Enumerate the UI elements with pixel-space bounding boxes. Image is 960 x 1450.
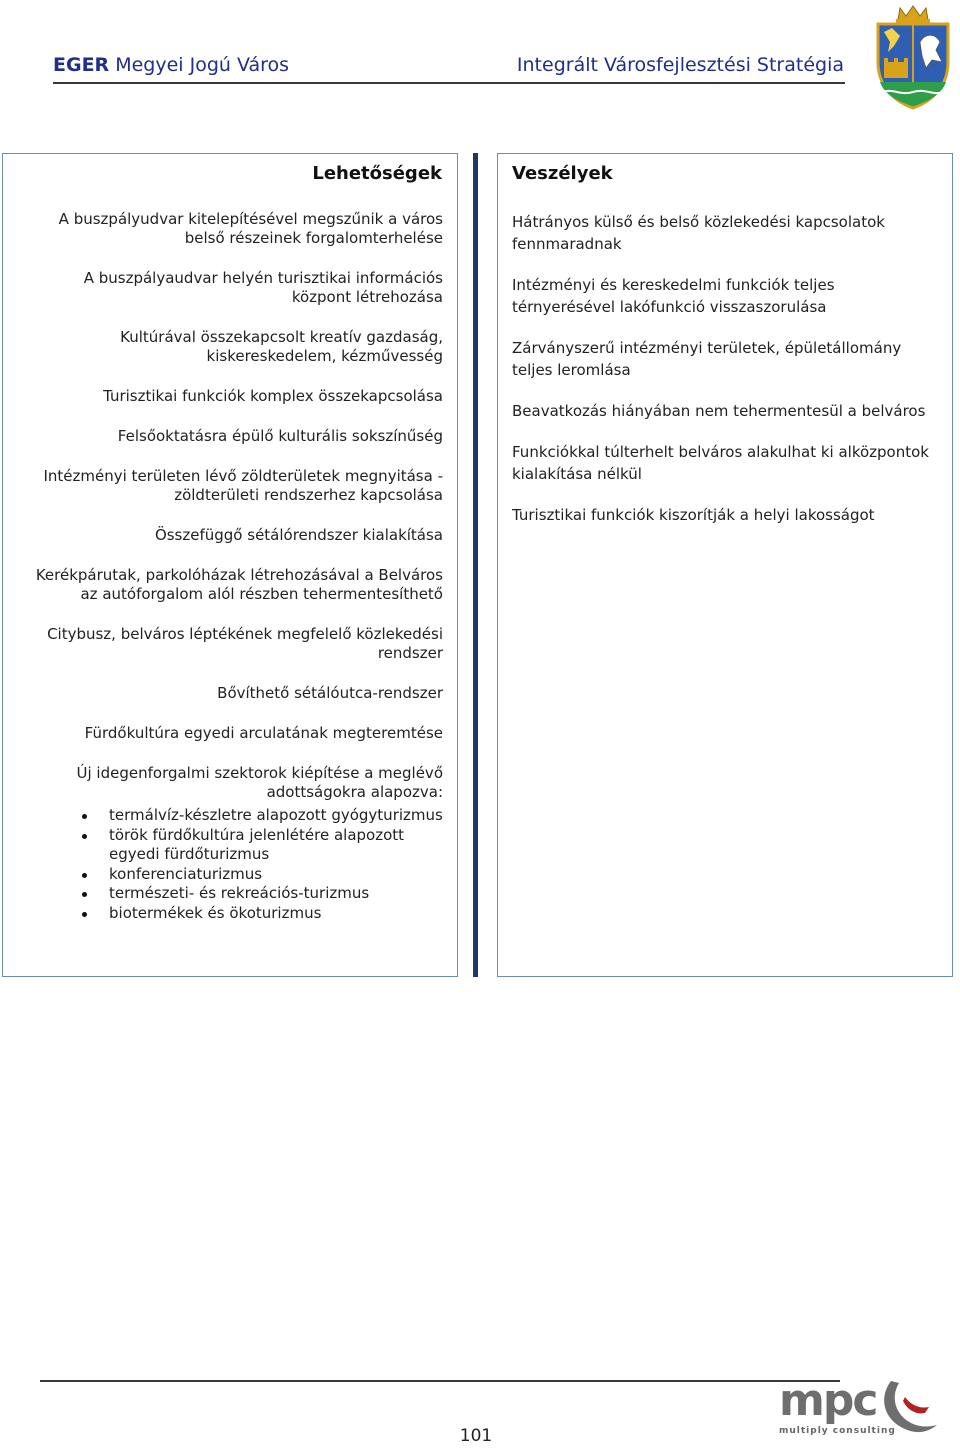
- opportunity-item-with-list: [20, 764, 443, 923]
- opportunity-item: Kerékpárutak, parkolóházak létrehozásával a Belváros az autóforgalom alól részben tehermentesíthető: [35, 566, 443, 603]
- opportunity-item: A buszpályudvar kitelepítésével megszűnik a város belső részeinek forgalomterhelése: [58, 210, 443, 247]
- opportunity-bullet-list: [20, 806, 443, 923]
- opportunity-item: Kultúrával összekapcsolt kreatív gazdaság, kiskereskedelem, kézművesség: [120, 328, 443, 365]
- header-city-name: [53, 54, 289, 76]
- logo-tagline: multiply consulting: [779, 1426, 896, 1436]
- bullet-item: természeti- és rekreációs-turizmus: [20, 884, 443, 904]
- header-city-strong: EGER: [53, 54, 110, 76]
- bullet-item: termálvíz-készletre alapozott gyógyturizmus: [20, 806, 443, 826]
- page-number: 101: [459, 1426, 493, 1446]
- footer-rule: [40, 1380, 840, 1382]
- opportunity-item: Fürdőkultúra egyedi arculatának megteremtése: [84, 724, 443, 742]
- threat-item: Funkciókkal túlterhelt belváros alakulhat ki alközpontok kialakítása nélkül: [512, 443, 929, 483]
- opportunity-item: Bővíthető sétálóutca-rendszer: [217, 684, 443, 702]
- opportunity-item: Felsőoktatásra épülő kulturális sokszínűség: [117, 427, 443, 445]
- bullet-item: török fürdőkultúra jelenlétére alapozott egyedi fürdőturizmus: [20, 826, 443, 865]
- header-city-rest: Megyei Jogú Város: [109, 54, 290, 76]
- opportunities-list: [20, 210, 443, 944]
- column-divider: [473, 153, 478, 977]
- threat-item: Turisztikai funkciók kiszorítják a helyi lakosságot: [512, 506, 875, 524]
- header-document-title: Integrált Városfejlesztési Stratégia: [516, 54, 844, 76]
- opportunity-item: Citybusz, belváros léptékének megfelelő közlekedési rendszer: [47, 625, 443, 662]
- header-rule: [53, 82, 845, 84]
- threat-item: Hátrányos külső és belső közlekedési kapcsolatok fennmaradnak: [512, 213, 885, 253]
- mpc-logo: [775, 1375, 945, 1445]
- coat-of-arms-icon: [870, 2, 956, 110]
- opportunities-title: Lehetőségek: [312, 163, 442, 184]
- logo-wordmark: mpc: [779, 1375, 877, 1426]
- bullet-item: biotermékek és ökoturizmus: [20, 904, 443, 924]
- threat-item: Beavatkozás hiányában nem tehermentesül a belváros: [512, 402, 926, 420]
- threats-title: Veszélyek: [512, 163, 613, 184]
- opportunity-item: Intézményi területen lévő zöldterületek megnyitása - zöldterületi rendszerhez kapcsolása: [43, 467, 443, 504]
- threats-list: [512, 211, 942, 545]
- threat-item: Intézményi és kereskedelmi funkciók teljes térnyerésével lakófunkció visszaszorulása: [512, 276, 835, 316]
- opportunity-item-intro: Új idegenforgalmi szektorok kiépítése a meglévő adottságokra alapozva:: [76, 764, 443, 801]
- opportunity-item: Turisztikai funkciók komplex összekapcsolása: [103, 387, 443, 405]
- threat-item: Zárványszerű intézményi területek, épületállomány teljes leromlása: [512, 339, 902, 379]
- opportunity-item: A buszpályaudvar helyén turisztikai információs központ létrehozása: [83, 269, 443, 306]
- logo-swirl-icon: [871, 1377, 941, 1443]
- bullet-item: konferenciaturizmus: [20, 865, 443, 885]
- opportunity-item: Összefüggő sétálórendszer kialakítása: [154, 526, 443, 544]
